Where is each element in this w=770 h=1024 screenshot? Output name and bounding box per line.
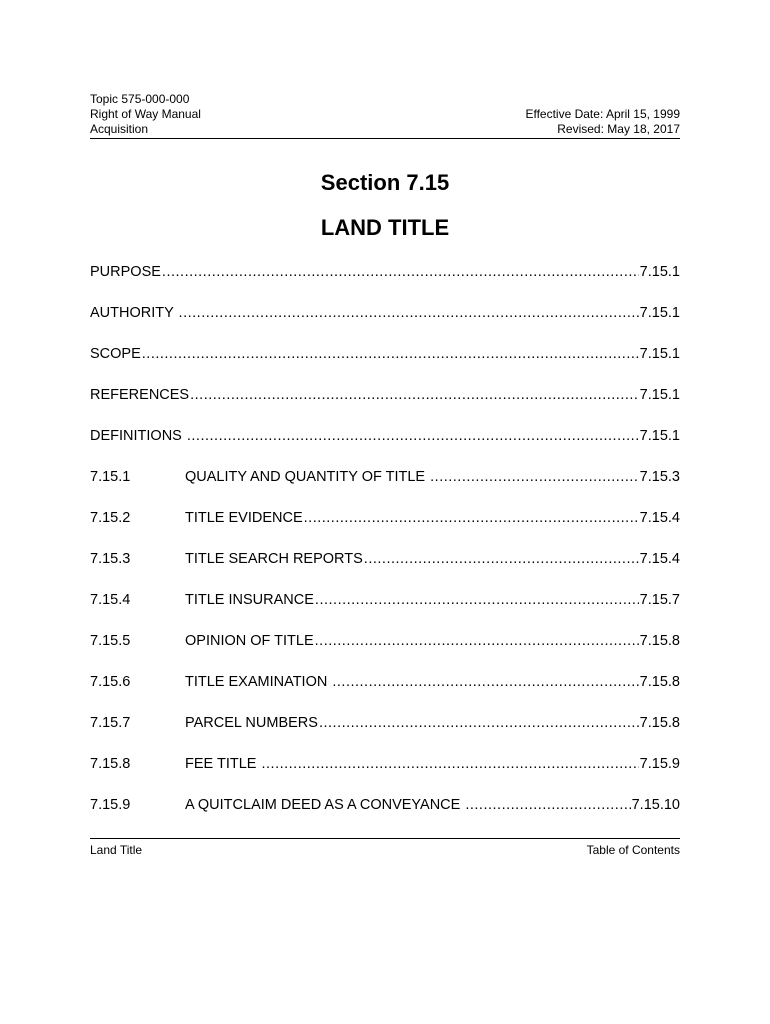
toc-row[interactable] (90, 631, 680, 672)
header-chapter: Acquisition (90, 122, 149, 136)
toc-dot-leader (190, 385, 639, 405)
toc-page-number: 7.15.1 (639, 428, 680, 444)
footer-right: Table of Contents (586, 843, 680, 857)
toc-entry (185, 713, 680, 733)
toc-row[interactable] (90, 795, 680, 836)
toc-page-number: 7.15.7 (639, 592, 680, 608)
header-right (525, 107, 680, 137)
toc-entry (185, 549, 680, 569)
toc-dot-leader (332, 672, 638, 692)
toc-label: TITLE EXAMINATION (185, 674, 332, 690)
toc-page-number: 7.15.8 (639, 633, 680, 649)
toc-entry (90, 385, 680, 405)
toc-row[interactable] (90, 549, 680, 590)
toc-page-number: 7.15.8 (639, 674, 680, 690)
toc-entry (185, 590, 680, 610)
toc-row[interactable] (90, 713, 680, 754)
header-topic: Topic 575-000-000 (90, 92, 190, 106)
toc-label: PURPOSE (90, 264, 161, 280)
toc-label: TITLE EVIDENCE (185, 510, 303, 526)
toc-entry (90, 262, 680, 282)
toc-row[interactable] (90, 508, 680, 549)
toc-dot-leader (319, 713, 639, 733)
toc-entry (185, 672, 680, 692)
toc-page-number: 7.15.4 (639, 510, 680, 526)
toc-page-number: 7.15.8 (639, 715, 680, 731)
toc-entry (185, 631, 680, 651)
header-left (90, 92, 201, 137)
toc-number: 7.15.8 (90, 756, 131, 772)
toc-label: SCOPE (90, 346, 141, 362)
toc-number: 7.15.3 (90, 551, 131, 567)
toc-dot-leader (179, 303, 639, 323)
footer-left: Land Title (90, 843, 143, 857)
toc-label: TITLE INSURANCE (185, 592, 314, 608)
toc-number: 7.15.9 (90, 797, 131, 813)
toc-label: PARCEL NUMBERS (185, 715, 318, 731)
toc-entry (90, 426, 680, 446)
header-manual: Right of Way Manual (90, 107, 201, 121)
toc-dot-leader (261, 754, 638, 774)
table-of-contents (90, 262, 680, 836)
toc-row[interactable] (90, 467, 680, 508)
toc-dot-leader (304, 508, 639, 528)
toc-page-number: 7.15.1 (639, 346, 680, 362)
toc-dot-leader (315, 590, 639, 610)
toc-dot-leader (315, 631, 639, 651)
toc-label: AUTHORITY (90, 305, 178, 321)
toc-label: DEFINITIONS (90, 428, 186, 444)
toc-entry (185, 754, 680, 774)
toc-dot-leader (187, 426, 639, 446)
toc-dot-leader (430, 467, 639, 487)
toc-entry (90, 344, 680, 364)
toc-label: FEE TITLE (185, 756, 261, 772)
header-revised-date: Revised: May 18, 2017 (557, 122, 680, 136)
toc-number: 7.15.5 (90, 633, 131, 649)
toc-page-number: 7.15.3 (639, 469, 680, 485)
toc-dot-leader (465, 795, 630, 815)
toc-label: QUALITY AND QUANTITY OF TITLE (185, 469, 430, 485)
toc-page-number: 7.15.1 (639, 387, 680, 403)
toc-entry (185, 508, 680, 528)
toc-row[interactable] (90, 672, 680, 713)
page-header (90, 92, 680, 139)
toc-row[interactable] (90, 426, 680, 467)
toc-page-number: 7.15.1 (639, 305, 680, 321)
toc-label: A QUITCLAIM DEED AS A CONVEYANCE (185, 797, 465, 813)
header-effective-date: Effective Date: April 15, 1999 (525, 107, 680, 121)
toc-entry (90, 303, 680, 323)
toc-page-number: 7.15.1 (639, 264, 680, 280)
page-title: LAND TITLE (320, 215, 450, 240)
page-footer (90, 838, 680, 857)
toc-row[interactable] (90, 385, 680, 426)
toc-row[interactable] (90, 754, 680, 795)
toc-page-number: 7.15.10 (631, 797, 680, 813)
toc-entry (185, 795, 680, 815)
toc-page-number: 7.15.9 (639, 756, 680, 772)
toc-page-number: 7.15.4 (639, 551, 680, 567)
toc-label: OPINION OF TITLE (185, 633, 314, 649)
toc-row[interactable] (90, 262, 680, 303)
toc-number: 7.15.7 (90, 715, 131, 731)
toc-label: TITLE SEARCH REPORTS (185, 551, 363, 567)
toc-label: REFERENCES (90, 387, 190, 403)
toc-dot-leader (142, 344, 639, 364)
toc-row[interactable] (90, 303, 680, 344)
toc-number: 7.15.6 (90, 674, 131, 690)
toc-number: 7.15.1 (90, 469, 131, 485)
section-title: Section 7.15 (320, 170, 450, 195)
toc-row[interactable] (90, 344, 680, 385)
toc-row[interactable] (90, 590, 680, 631)
toc-dot-leader (364, 549, 639, 569)
toc-number: 7.15.4 (90, 592, 131, 608)
toc-dot-leader (162, 262, 639, 282)
toc-entry (185, 467, 680, 487)
toc-number: 7.15.2 (90, 510, 131, 526)
